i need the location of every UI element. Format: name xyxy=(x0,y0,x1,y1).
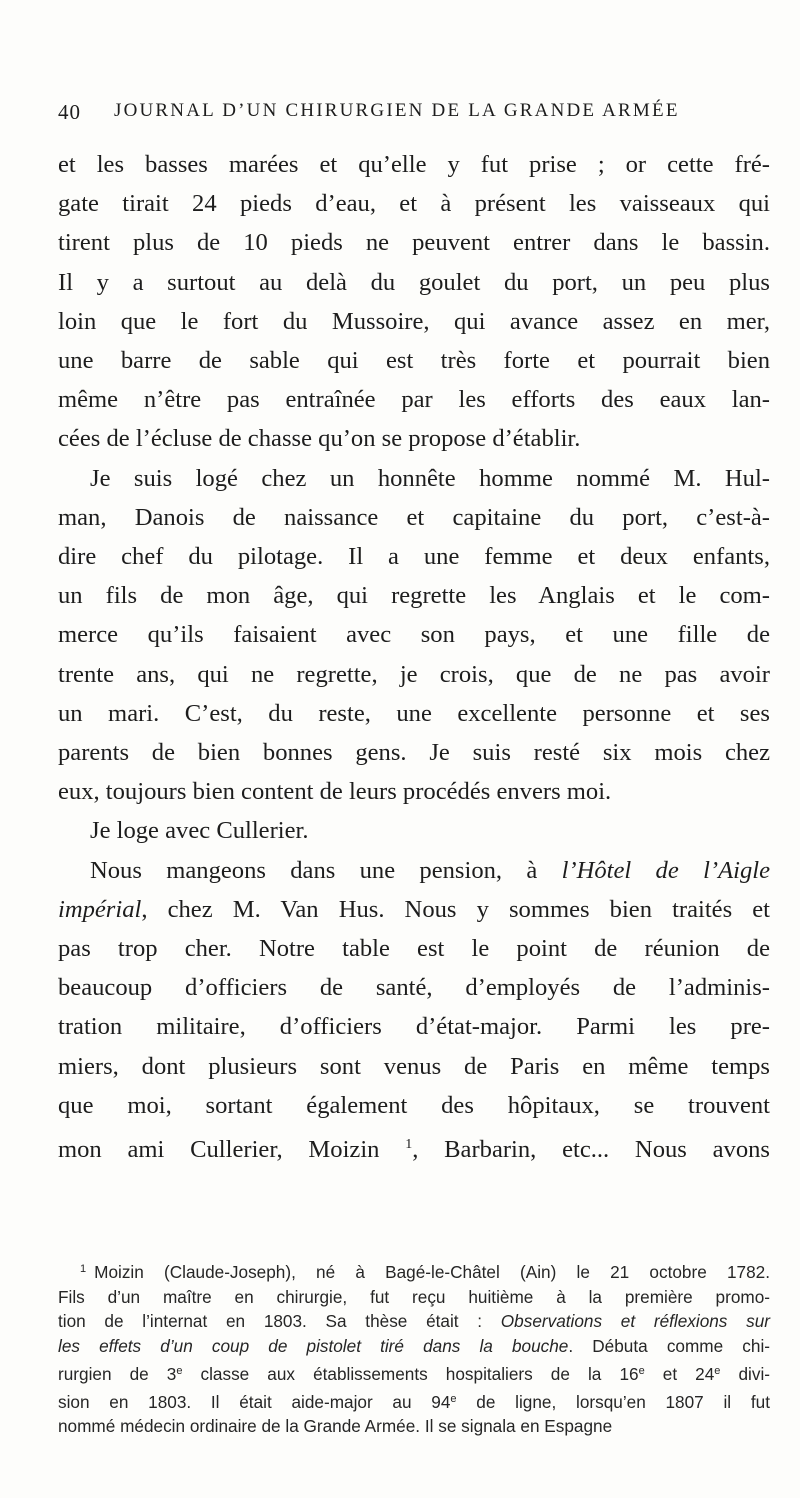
ordinal-suffix: e xyxy=(450,1392,457,1405)
footnote-marker: 1 xyxy=(80,1263,87,1275)
text-line: miers, dont plusieurs sont venus de Paris en même temps xyxy=(58,1052,770,1080)
footnote-line xyxy=(58,1257,770,1285)
text-line: pas trop cher. Notre table est le point de réunion de xyxy=(58,935,770,963)
text-line: une barre de sable qui est très forte et pourrait bien xyxy=(58,347,770,375)
paragraph xyxy=(58,811,770,850)
page-number: 40 xyxy=(58,100,81,124)
paragraph xyxy=(58,145,770,459)
text-run: , chez M. Van Hus. Nous y sommes bien traités et xyxy=(141,895,770,923)
ordinal-suffix: e xyxy=(638,1364,645,1377)
hotel-name-italic: l’Hôtel de l’Aigle xyxy=(561,856,770,884)
hotel-name-italic: impérial xyxy=(58,895,142,923)
footnote-line xyxy=(58,1387,770,1415)
text-line: Il y a surtout au delà du goulet du port, un peu plus xyxy=(58,268,770,296)
text-line: loin que le fort du Mussoire, qui avance assez en mer, xyxy=(58,307,770,335)
text-run: tion de l’internat en 1803. Sa thèse était : xyxy=(58,1311,501,1332)
text-line: eux, toujours bien content de leurs procédés envers moi. xyxy=(58,778,612,806)
footnote-line xyxy=(58,1309,770,1334)
text-line: tirent plus de 10 pieds ne peuvent entrer dans le bassin. xyxy=(58,229,770,257)
text-run: rurgien de 3 xyxy=(58,1363,177,1384)
text-line: dire chef du pilotage. Il a une femme et deux enfants, xyxy=(58,543,770,571)
ordinal-suffix: e xyxy=(176,1364,183,1377)
footnote-line xyxy=(58,1359,770,1387)
footnote-reference[interactable]: 1 xyxy=(405,1137,413,1153)
text-run: classe aux établissements hospitaliers de la 16 xyxy=(182,1363,639,1384)
text-line: un fils de mon âge, qui regrette les Anglais et le com- xyxy=(58,582,770,610)
text-line xyxy=(58,1125,770,1169)
text-run: divi- xyxy=(720,1363,770,1384)
thesis-title-italic: les effets d’un coup de pistolet tiré dans la bouche xyxy=(58,1336,569,1357)
text-run: . Débuta comme chi- xyxy=(568,1336,770,1357)
text-run: Nous mangeons dans une pension, à xyxy=(90,856,562,884)
text-run: Moizin (Claude-Joseph), né à Bagé-le-Châtel (Ain) le 21 octobre 1782. xyxy=(94,1262,770,1282)
text-line: trente ans, qui ne regrette, je crois, que de ne pas avoir xyxy=(58,660,770,688)
thesis-title-italic: Observations et réflexions sur xyxy=(500,1311,771,1332)
text-line: beaucoup d’officiers de santé, d’employés de l’adminis- xyxy=(58,974,770,1002)
text-line: gate tirait 24 pieds d’eau, et à présent les vaisseaux qui xyxy=(58,190,770,218)
text-line: parents de bien bonnes gens. Je suis resté six mois chez xyxy=(58,739,770,767)
text-run: mon ami Cullerier, Moizin xyxy=(58,1136,380,1164)
footnote xyxy=(58,1257,770,1439)
text-line: que moi, sortant également des hôpitaux, se trouvent xyxy=(58,1091,770,1119)
paragraph xyxy=(58,851,770,1170)
text-line: un mari. C’est, du reste, une excellente personne et ses xyxy=(58,699,770,727)
ordinal-suffix: e xyxy=(714,1364,721,1377)
text-line: merce qu’ils faisaient avec son pays, et une fille de xyxy=(58,621,770,649)
footnote-line: Fils d’un maître en chirurgie, fut reçu huitième à la première promo- xyxy=(58,1286,770,1307)
text-run: , Barbarin, etc... Nous avons xyxy=(412,1136,770,1164)
footnote-line: nommé médecin ordinaire de la Grande Armée. Il se signala en Espagne xyxy=(58,1416,613,1437)
footnote-line xyxy=(58,1334,770,1359)
main-text xyxy=(58,145,770,1169)
text-line: même n’être pas entraînée par les efforts des eaux lan- xyxy=(58,386,770,414)
text-run: sion en 1803. Il était aide-major au 94 xyxy=(58,1391,451,1412)
running-title: JOURNAL D’UN CHIRURGIEN DE LA GRANDE ARMÉE xyxy=(114,100,680,121)
text-line: et les basses marées et qu’elle y fut prise ; or cette fré- xyxy=(58,151,770,178)
text-run: de ligne, lorsqu’en 1807 il fut xyxy=(456,1391,770,1412)
text-line xyxy=(58,851,770,890)
paragraph xyxy=(58,459,770,812)
text-run: et 24 xyxy=(644,1363,715,1384)
running-head xyxy=(58,100,738,130)
text-line xyxy=(58,890,770,929)
text-line: man, Danois de naissance et capitaine du port, c’est-à- xyxy=(58,503,770,531)
text-line: cées de l’écluse de chasse qu’on se propose d’établir. xyxy=(58,425,581,453)
text-line: Je suis logé chez un honnête homme nommé M. Hul- xyxy=(90,464,770,492)
text-line: tration militaire, d’officiers d’état-major. Parmi les pre- xyxy=(58,1013,770,1041)
text-line: Je loge avec Cullerier. xyxy=(90,817,309,845)
